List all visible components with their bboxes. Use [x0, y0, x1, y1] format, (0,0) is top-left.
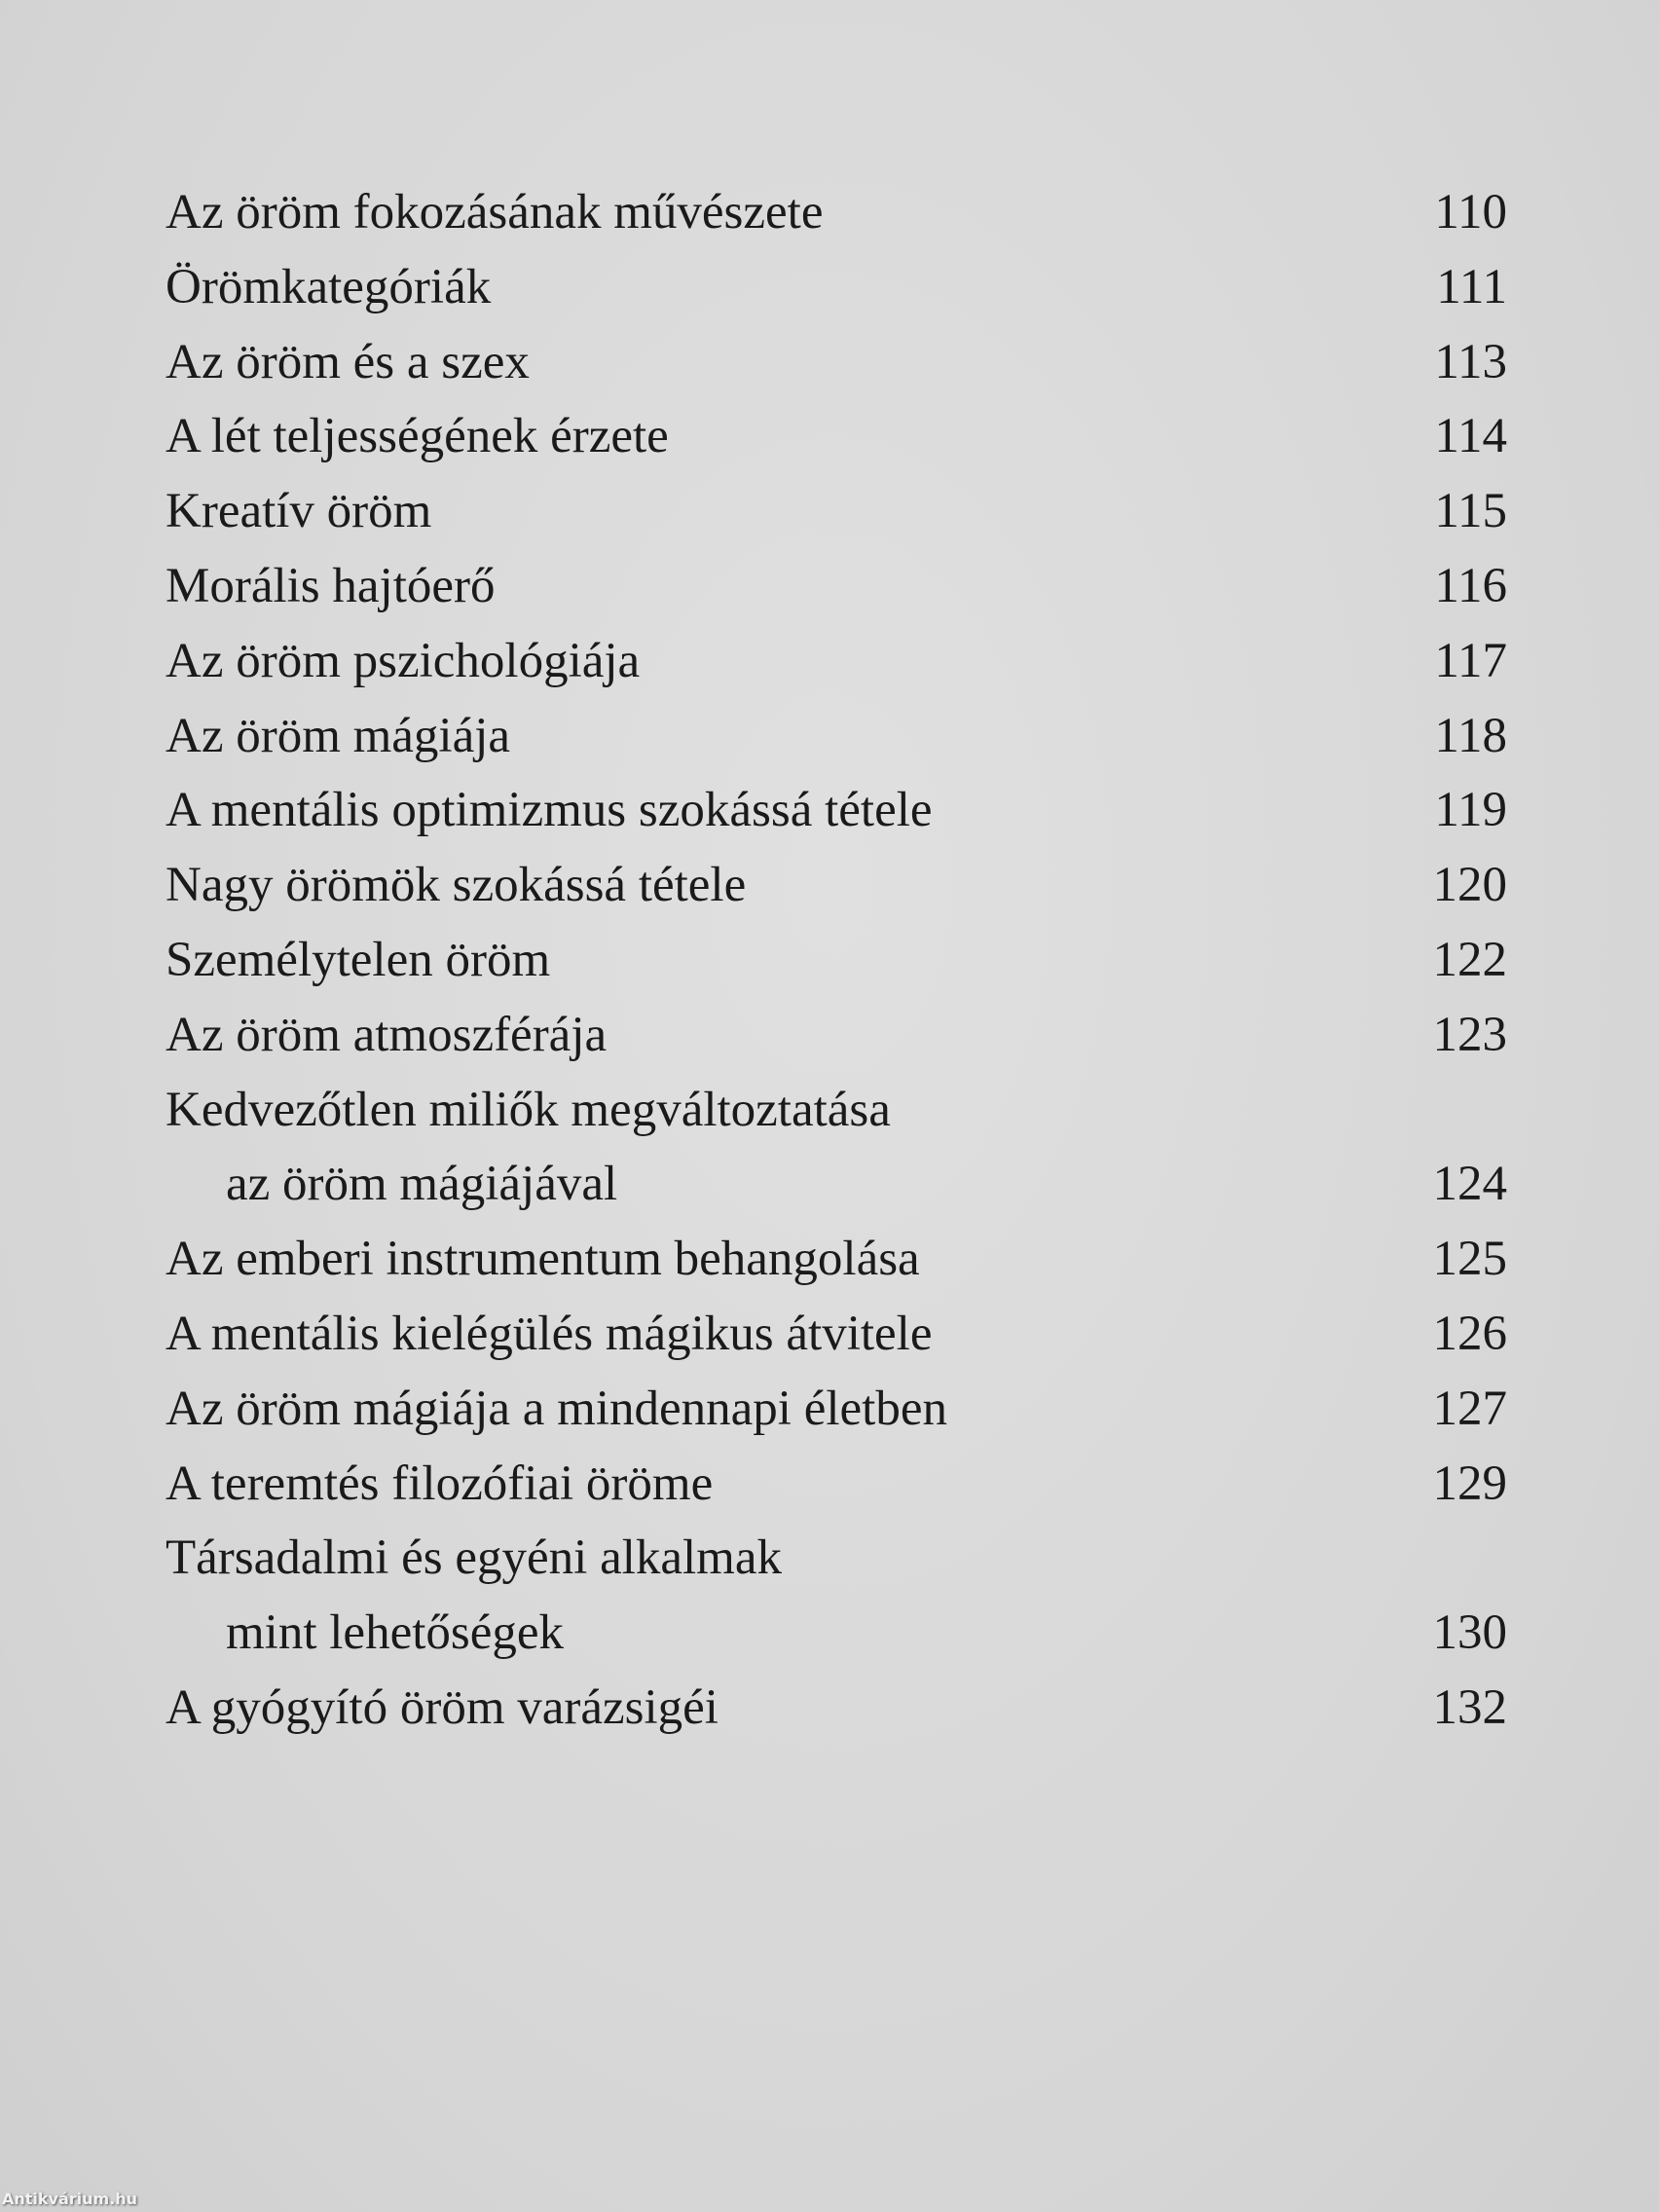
toc-entry — [166, 998, 1507, 1073]
toc-entry-title: Társadalmi és egyéni alkalmak — [166, 1530, 782, 1586]
toc-entry-title: mint lehetőségek — [226, 1605, 564, 1661]
toc-entry-title: Az öröm atmoszférája — [166, 1007, 608, 1062]
toc-entry — [166, 325, 1507, 400]
toc-entry-title: A gyógyító öröm varázsigéi — [166, 1679, 719, 1735]
toc-entry-title: Örömkategóriák — [166, 259, 492, 314]
toc-entry — [166, 1596, 1507, 1671]
toc-entry — [166, 1297, 1507, 1372]
toc-entry-title: Morális hajtóerő — [166, 558, 496, 613]
toc-entry — [166, 175, 1507, 250]
toc-entry-title: A mentális kielégülés mágikus átvitele — [166, 1306, 933, 1361]
toc-entry-page: 115 — [1434, 484, 1507, 539]
toc-entry-title: A teremtés filozófiai öröme — [166, 1456, 714, 1511]
toc-entry — [166, 1521, 1507, 1596]
toc-entry-page: 125 — [1432, 1232, 1507, 1287]
toc-entry-title: Nagy örömök szokássá tétele — [166, 858, 747, 913]
toc-entry-title: Az öröm pszichológiája — [166, 633, 641, 688]
toc-entry-title: Az öröm és a szex — [166, 334, 530, 389]
toc-entry-title: Kreatív öröm — [166, 484, 432, 539]
toc-entry-page: 123 — [1432, 1007, 1507, 1062]
toc-entry — [166, 624, 1507, 699]
toc-entry-title: Az öröm mágiája a mindennapi életben — [166, 1381, 947, 1436]
toc-entry — [166, 923, 1507, 998]
toc-entry — [166, 699, 1507, 774]
toc-entry — [166, 1147, 1507, 1222]
toc-entry — [166, 1671, 1507, 1746]
toc-entry-page: 111 — [1436, 259, 1507, 314]
toc-entry-page: 132 — [1432, 1679, 1507, 1735]
toc-entry-title: az öröm mágiájával — [226, 1157, 618, 1212]
toc-entry-page: 126 — [1432, 1306, 1507, 1361]
toc-entry — [166, 474, 1507, 549]
toc-entry-title: Az öröm mágiája — [166, 708, 511, 763]
toc-entry-page: 120 — [1432, 858, 1507, 913]
toc-entry-page: 130 — [1432, 1605, 1507, 1661]
toc-entry-page: 114 — [1434, 409, 1507, 464]
toc-entry — [166, 1447, 1507, 1522]
toc-entry-title: A mentális optimizmus szokássá tétele — [166, 783, 933, 838]
toc-entry — [166, 1372, 1507, 1447]
table-of-contents — [166, 175, 1507, 1746]
toc-entry-page: 113 — [1434, 334, 1507, 389]
toc-entry-page: 122 — [1432, 932, 1507, 987]
watermark: Antikvárium.hu — [2, 2190, 138, 2208]
toc-entry-page: 119 — [1434, 783, 1507, 838]
toc-entry-title: A lét teljességének érzete — [166, 409, 669, 464]
toc-entry — [166, 1073, 1507, 1148]
toc-entry — [166, 1222, 1507, 1297]
toc-entry — [166, 250, 1507, 325]
toc-entry-page: 116 — [1434, 558, 1507, 613]
toc-entry — [166, 773, 1507, 848]
toc-entry-page: 129 — [1432, 1456, 1507, 1511]
toc-entry-page: 117 — [1434, 633, 1507, 688]
toc-entry-title: Az öröm fokozásának művészete — [166, 185, 824, 240]
toc-entry-page: 110 — [1434, 185, 1507, 240]
toc-entry — [166, 848, 1507, 923]
toc-entry-title: Kedvezőtlen miliők megváltoztatása — [166, 1082, 891, 1137]
toc-entry-page: 118 — [1434, 708, 1507, 763]
toc-entry — [166, 549, 1507, 624]
toc-entry-page: 127 — [1432, 1381, 1507, 1436]
toc-entry — [166, 399, 1507, 474]
toc-entry-page: 124 — [1432, 1157, 1507, 1212]
toc-entry-title: Az emberi instrumentum behangolása — [166, 1232, 920, 1287]
toc-entry-title: Személytelen öröm — [166, 932, 551, 987]
